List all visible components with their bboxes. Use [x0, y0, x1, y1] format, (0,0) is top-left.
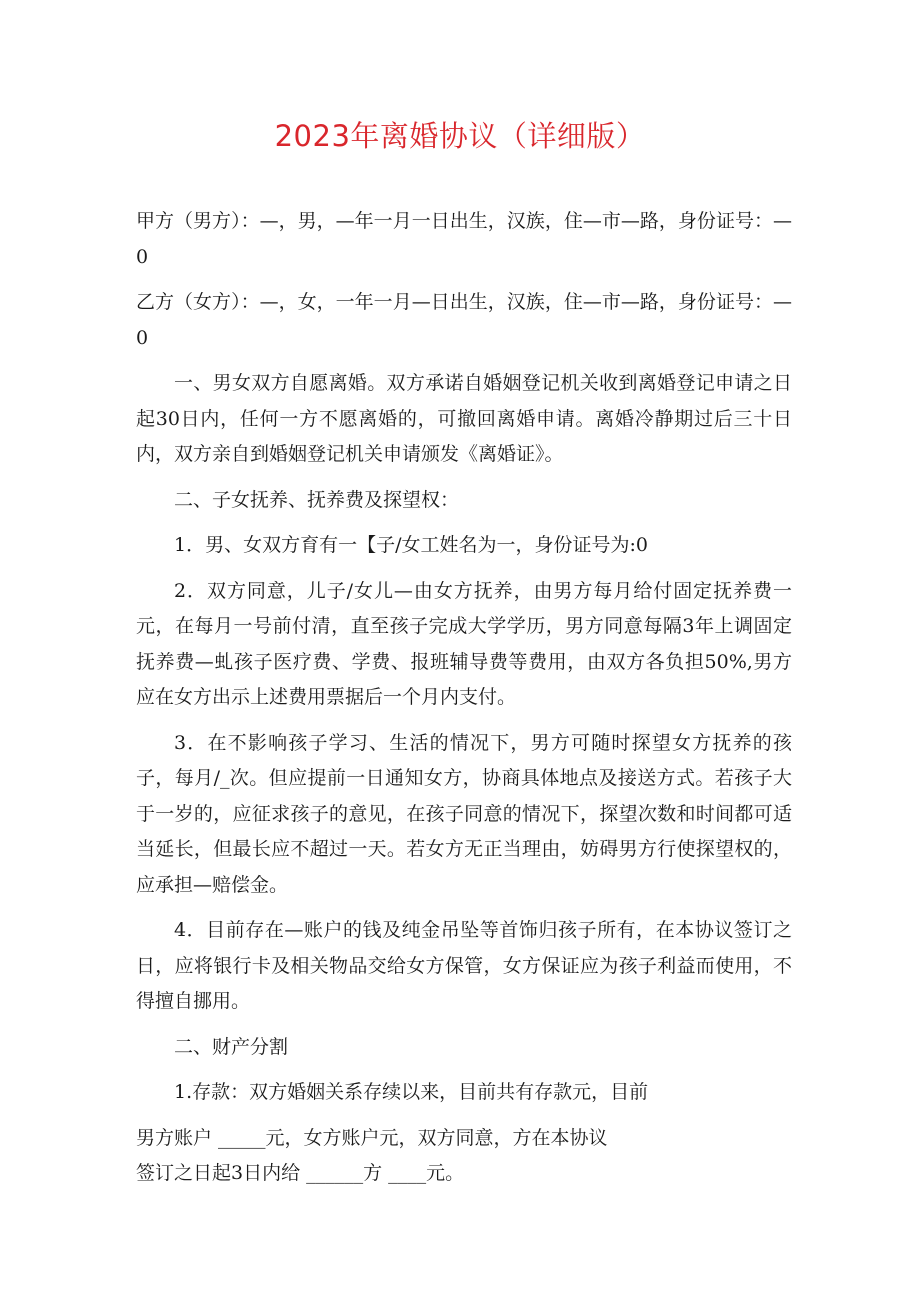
- clause-1-paragraph: 一、男女双方自愿离婚。双方承诺自婚姻登记机关收到离婚登记申请之日起30日内，任何一方不愿离婚的，可撤回离婚申请。离婚冷静期过后三十日内，双方亲自到婚姻登记机关申请颁发《离婚证》。: [136, 372, 792, 465]
- party-b-paragraph: 乙方（女方）：—，女，一年一月—日出生，汉族，住—市—路，身份证号：—0: [136, 291, 792, 349]
- document-title: 2023年离婚协议（详细版）: [274, 119, 646, 153]
- section-heading-property: 二、财产分割: [174, 1035, 289, 1058]
- section-heading-children: 二、子女抚养、抚养费及探望权：: [174, 488, 460, 511]
- property-tail-line-1: 男方账户 _____元，女方账户元，双方同意，方在本协议: [136, 1126, 608, 1149]
- property-tail-line-2: 签订之日起3日内给 ______方 ____元。: [136, 1162, 465, 1184]
- children-item-4: 4．目前存在—账户的钱及纯金吊坠等首饰归孩子所有，在本协议签订之日，应将银行卡及相关物品交给女方保管，女方保证应为孩子利益而使用，不得擅自挪用。: [136, 919, 792, 1012]
- party-a-paragraph: 甲方（男方）：—，男，—年一月一日出生，汉族，住—市—路，身份证号：—0: [136, 210, 792, 268]
- children-item-3: 3．在不影响孩子学习、生活的情况下，男方可随时探望女方抚养的孩子，每月/_次。但应提前一日通知女方，协商具体地点及接送方式。若孩子大于一岁的，应征求孩子的意见，在孩子同意的情况下，探望次数和时间都可适当延长，但最长应不超过一天。若女方无正当理由，妨碍男方行使探望权的，应承担—赔偿金。: [136, 731, 792, 896]
- document-body: [136, 204, 792, 1192]
- property-item-1: 1.存款：双方婚姻关系存续以来，目前共有存款元，目前: [174, 1081, 649, 1103]
- children-item-2: 2．双方同意，儿子/女儿—由女方抚养，由男方每月给付固定抚养费一元，在每月一号前付清，直至孩子完成大学学历，男方同意每隔3年上调固定抚养费—虬孩子医疗费、学费、报班辅导费等费用，由双方各负担50%,男方应在女方出示上述费用票据后一个月内支付。: [136, 579, 792, 708]
- children-item-1: 1．男、女双方育有一【子/女工姓名为一，身份证号为:0: [174, 534, 648, 556]
